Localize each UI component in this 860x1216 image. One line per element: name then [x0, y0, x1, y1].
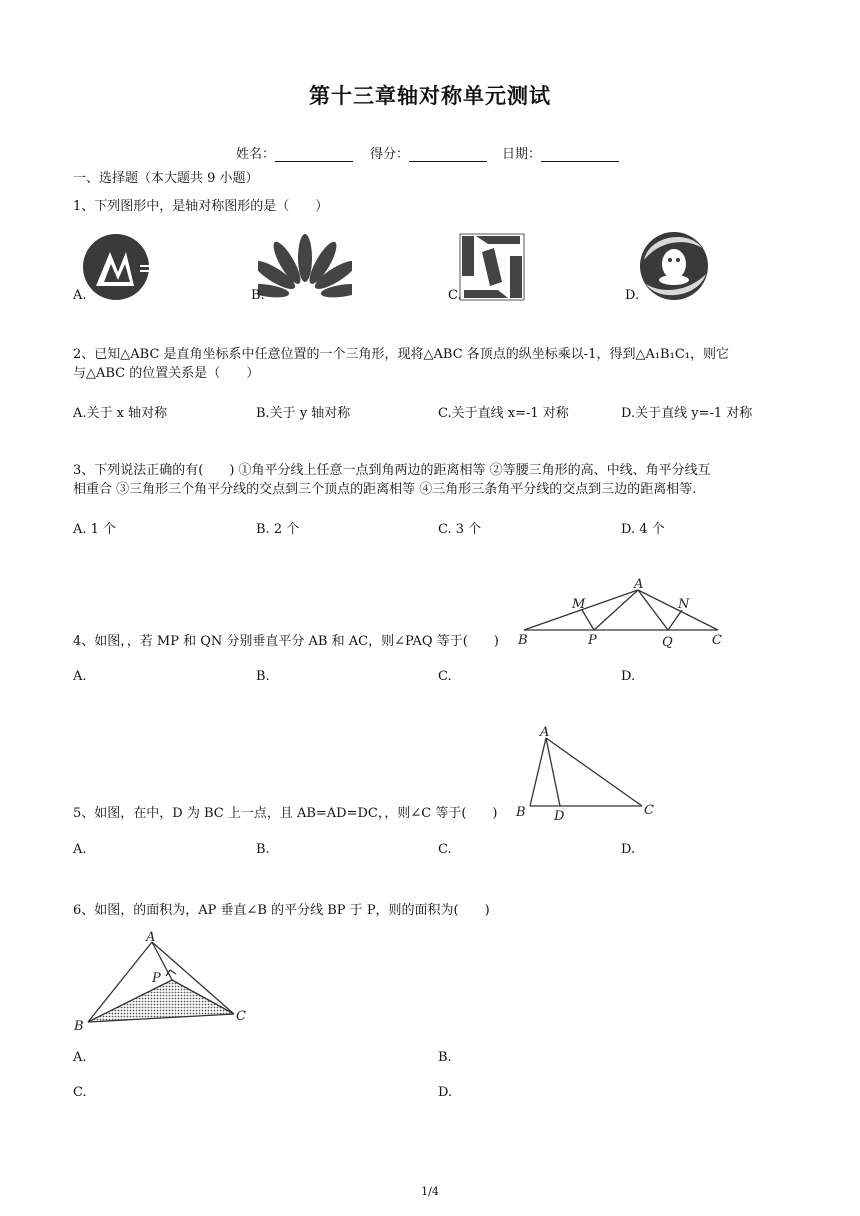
q2-option-d[interactable]: D.关于直线 y=-1 对称	[621, 406, 753, 421]
huawei-logo-icon	[258, 232, 352, 302]
score-field[interactable]	[370, 143, 487, 162]
page-title: 第十三章轴对称单元测试	[309, 84, 551, 108]
q1-stem: 1、下列图形中，是轴对称图形的是（ ）	[73, 199, 329, 214]
q4-label-q: Q	[662, 635, 673, 650]
q3-option-d[interactable]: D. 4 个	[621, 522, 665, 537]
q4-option-c[interactable]: C.	[438, 669, 452, 684]
q5-stem: 5、如图，在中，D 为 BC 上一点，且 AB=AD=DC，，则∠C 等于( )	[73, 806, 498, 821]
q1-option-c[interactable]: C.	[448, 288, 462, 303]
date-blank[interactable]	[541, 148, 619, 162]
q2-option-a[interactable]: A.关于 x 轴对称	[73, 406, 168, 421]
q6-label-a: A	[146, 930, 156, 945]
q6-option-d[interactable]: D.	[438, 1085, 453, 1100]
q4-label-b: B	[518, 633, 528, 648]
q6-label-b: B	[74, 1019, 84, 1032]
q1-option-b[interactable]: B.	[251, 288, 265, 303]
q4-label-a: A	[634, 577, 644, 592]
q5-label-a: A	[540, 725, 550, 740]
q6-stem: 6、如图，的面积为，AP 垂直∠B 的平分线 BP 于 P，则的面积为( )	[73, 903, 490, 918]
q6-option-b[interactable]: B.	[438, 1050, 452, 1065]
q4-stem: 4、如图，，若 MP 和 QN 分别垂直平分 AB 和 AC，则∠PAQ 等于( )	[73, 634, 499, 649]
page-number: 1/4	[421, 1185, 439, 1198]
section-heading: 一、选择题（本大题共 9 小题）	[73, 171, 259, 186]
qq-logo-icon	[636, 230, 712, 302]
q3-option-a[interactable]: A. 1 个	[73, 522, 117, 537]
q2-stem-line2: 与△ABC 的位置关系是（ ）	[73, 366, 260, 381]
q6-figure	[72, 928, 252, 1032]
name-blank[interactable]	[275, 148, 353, 162]
q4-label-n: N	[678, 597, 690, 612]
name-label: 姓名：	[236, 147, 276, 162]
q4-figure	[512, 574, 732, 650]
q4-label-p: P	[588, 633, 597, 648]
q5-option-c[interactable]: C.	[438, 842, 452, 857]
q2-stem-line1: 2、已知△ABC 是直角坐标系中任意位置的一个三角形，现将△ABC 各顶点的纵坐标乘以-1，得到△A₁B₁C₁，则它	[73, 347, 729, 362]
q5-figure	[512, 724, 662, 824]
q4-label-m: M	[572, 597, 586, 612]
q4-option-a[interactable]: A.	[73, 669, 87, 684]
q4-label-c: C	[712, 633, 722, 648]
q4-option-d[interactable]: D.	[621, 669, 636, 684]
q3-option-b[interactable]: B. 2 个	[256, 522, 300, 537]
score-blank[interactable]	[409, 148, 487, 162]
q3-stem-line2: 相重合 ③三角形三个角平分线的交点到三个顶点的距离相等 ④三角形三条角平分线的交点到三边的距离相等.	[73, 482, 697, 497]
q5-option-b[interactable]: B.	[256, 842, 270, 857]
q2-option-b[interactable]: B.关于 y 轴对称	[256, 406, 351, 421]
metro-logo-icon	[82, 232, 154, 302]
q4-option-b[interactable]: B.	[256, 669, 270, 684]
q3-option-c[interactable]: C. 3 个	[438, 522, 482, 537]
q6-label-c: C	[236, 1009, 246, 1024]
name-field[interactable]	[236, 143, 353, 162]
q5-label-c: C	[644, 803, 654, 818]
date-field[interactable]	[502, 143, 619, 162]
date-label: 日期：	[502, 147, 542, 162]
q5-option-d[interactable]: D.	[621, 842, 636, 857]
q6-option-c[interactable]: C.	[73, 1085, 87, 1100]
q5-label-d: D	[554, 809, 565, 824]
q1-option-a[interactable]: A.	[73, 288, 87, 303]
q5-option-a[interactable]: A.	[73, 842, 87, 857]
q1-option-d[interactable]: D.	[625, 288, 640, 303]
q3-stem-line1: 3、下列说法正确的有( ) ①角平分线上任意一点到角两边的距离相等 ②等腰三角形的高、中线、角平分线互	[73, 463, 711, 478]
q6-option-a[interactable]: A.	[73, 1050, 87, 1065]
q5-label-b: B	[516, 805, 526, 820]
q2-option-c[interactable]: C.关于直线 x=-1 对称	[438, 406, 569, 421]
square-logo-icon	[458, 232, 526, 302]
score-label: 得分：	[370, 147, 410, 162]
q6-label-p: P	[152, 971, 161, 986]
